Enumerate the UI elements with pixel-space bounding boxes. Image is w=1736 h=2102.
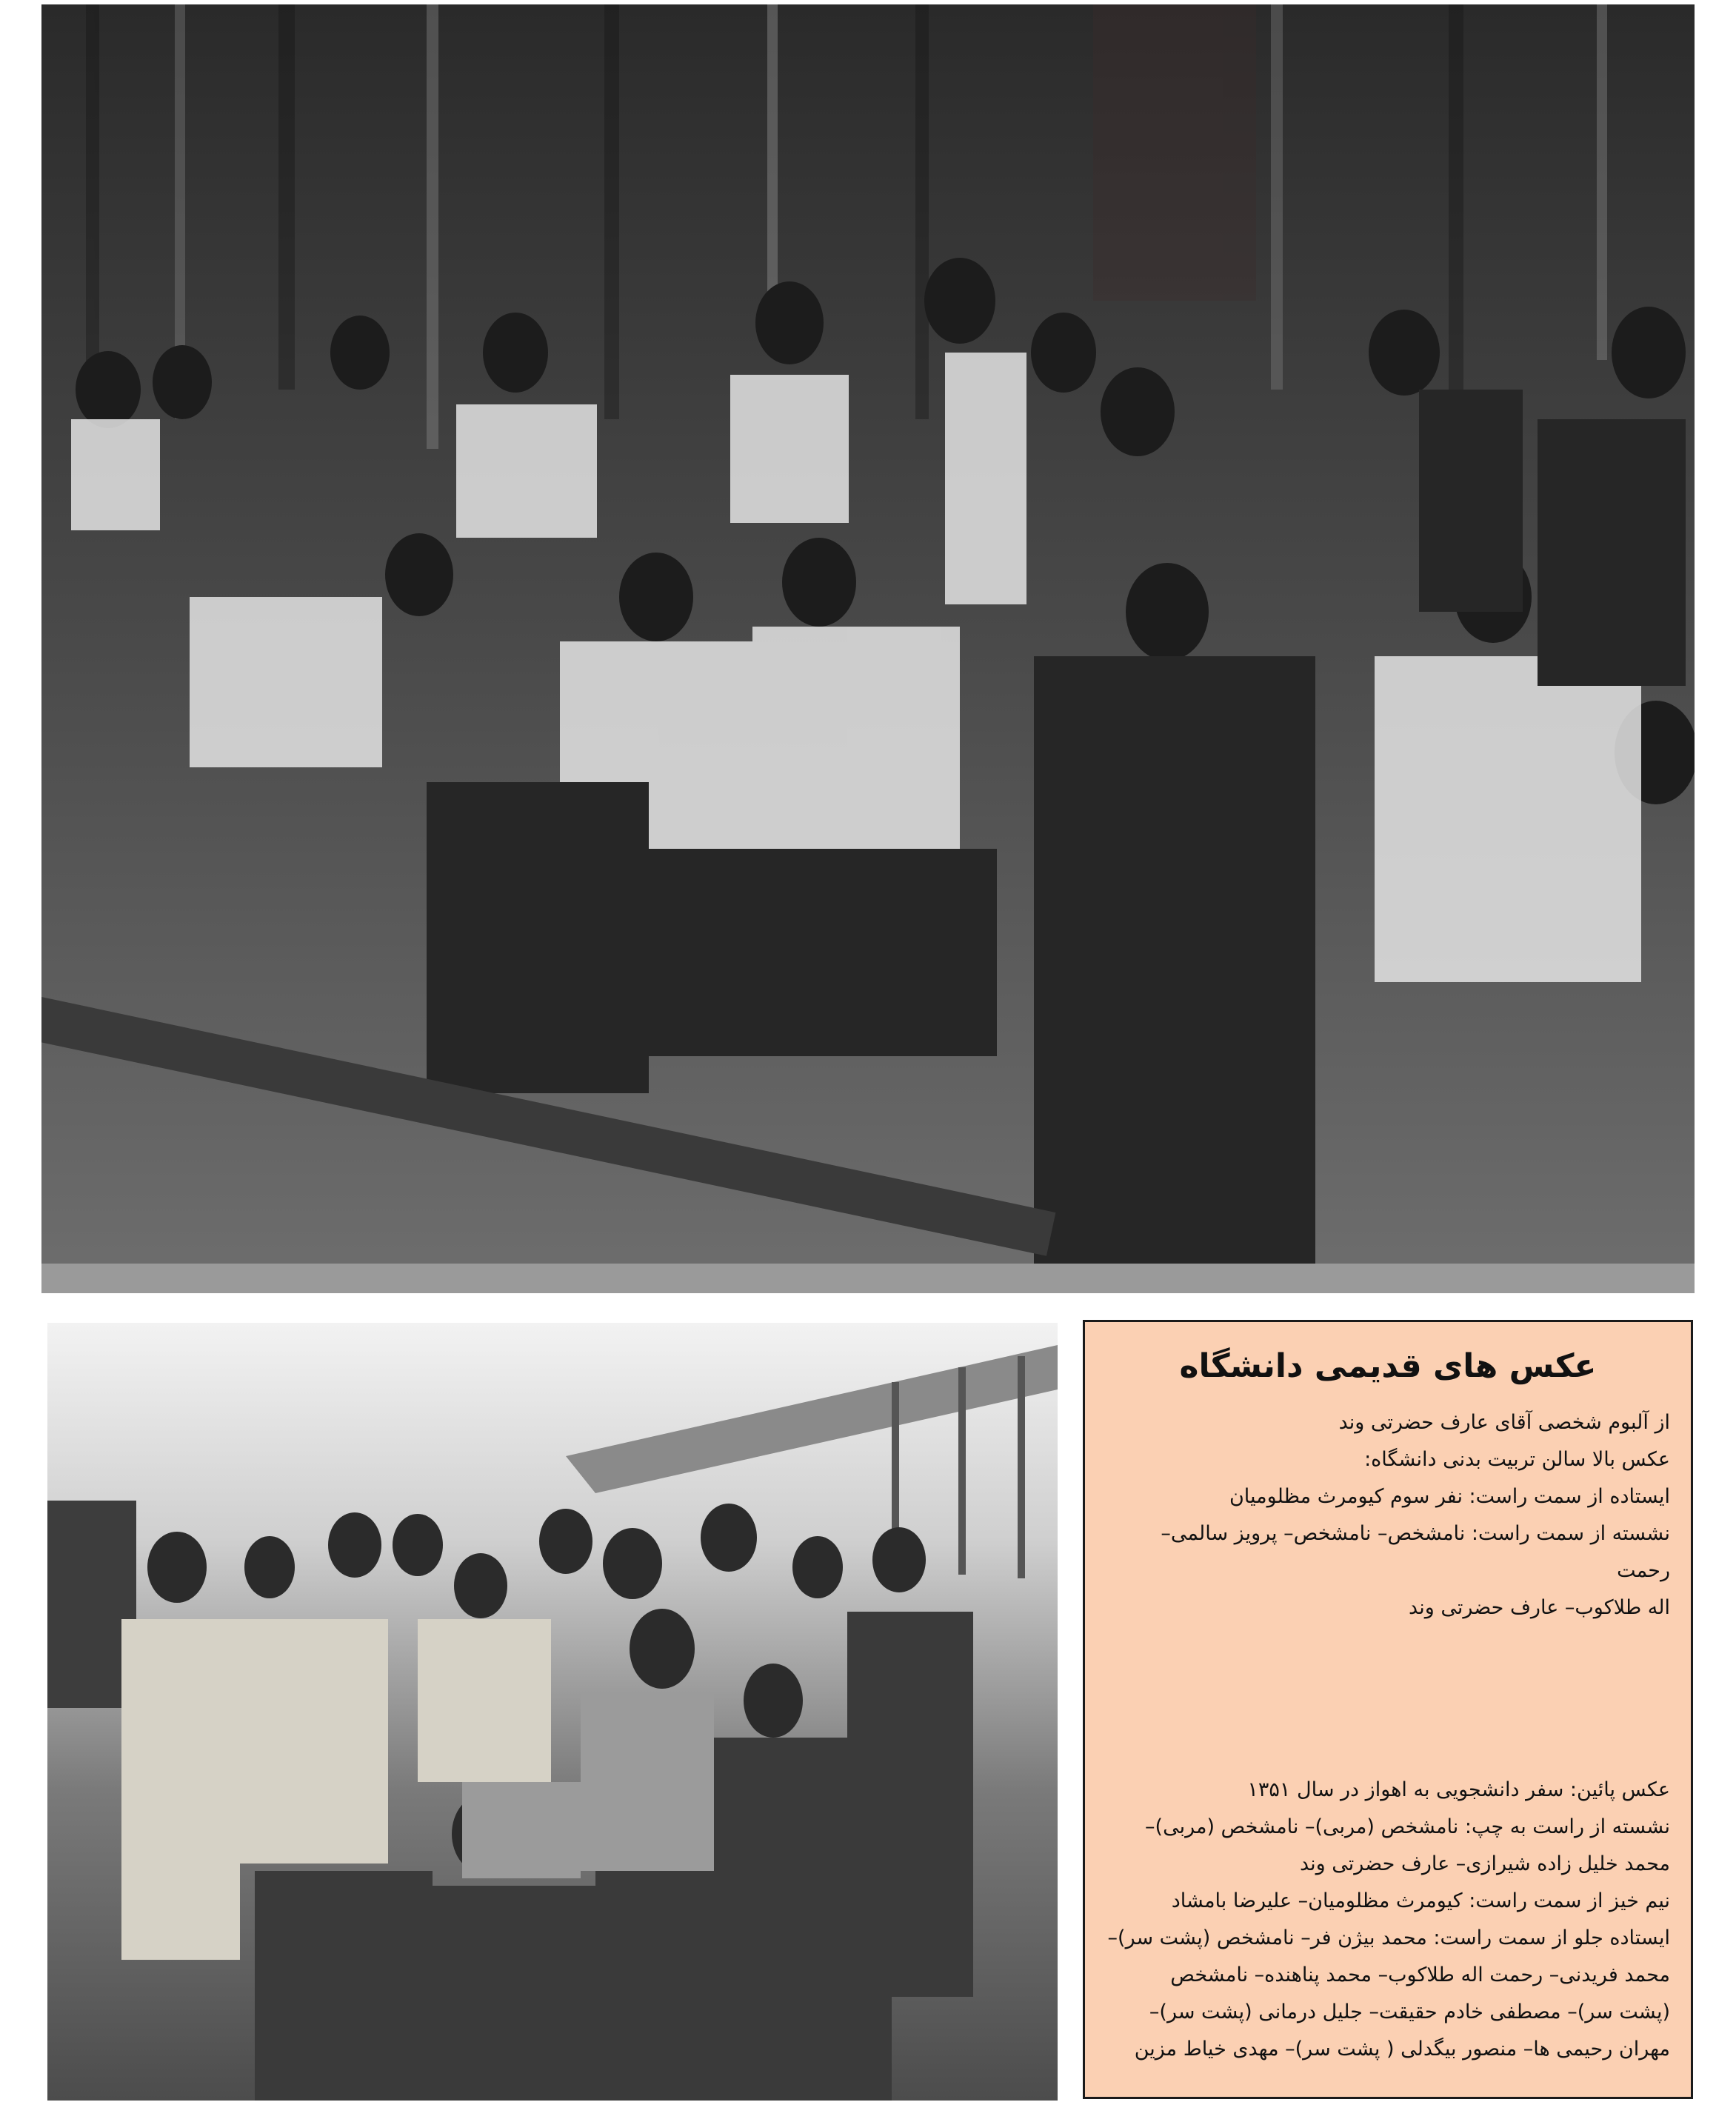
caption-line: عکس پائین: سفر دانشجویی به اهواز در سال ۱۳۵۱ — [1247, 1778, 1670, 1801]
caption-line: از آلبوم شخصی آقای عارف حضرتی وند — [1338, 1411, 1670, 1434]
top-photo — [41, 4, 1695, 1293]
caption-line: محمد فریدنی– رحمت اله طلاکوب– محمد پناهنده– نامشخص — [1170, 1963, 1670, 1986]
train-station-photo-illustration — [47, 1323, 1058, 2101]
caption-line: ایستاده از سمت راست: نفر سوم کیومرث مظلومیان — [1229, 1485, 1670, 1508]
caption-spacer — [1106, 1626, 1670, 1772]
caption-box — [1083, 1320, 1693, 2099]
caption-line: (پشت سر)– مصطفی خادم حقیقت– جلیل درمانی (پشت سر)– — [1149, 2001, 1670, 2023]
caption-line: محمد خلیل زاده شیرازی– عارف حضرتی وند — [1299, 1852, 1670, 1875]
caption-line: نشسته از راست به چپ: نامشخص (مربی)– نامشخص (مربی)– — [1145, 1815, 1670, 1838]
caption-line: نشسته از سمت راست: نامشخص– نامشخص– پرویز سالمی– رحمت — [1161, 1522, 1670, 1582]
caption-line: نیم خیز از سمت راست: کیومرث مظلومیان– علیرضا بامشاد — [1171, 1889, 1670, 1912]
caption-line: عکس بالا سالن تربیت بدنی دانشگاه: — [1364, 1448, 1670, 1471]
gym-hall-photo-illustration — [41, 4, 1695, 1293]
caption-line: اله طلاکوب– عارف حضرتی وند — [1409, 1596, 1670, 1619]
bottom-photo — [47, 1323, 1058, 2101]
caption-line: مهران رحیمی ها– منصور بیگدلی ( پشت سر)– مهدی خیاط مزین — [1134, 2038, 1670, 2061]
caption-title: عکس های قدیمی دانشگاه — [1179, 1347, 1597, 1385]
caption-line: ایستاده جلو از سمت راست: محمد بیژن فر– نامشخص (پشت سر)– — [1107, 1926, 1670, 1949]
